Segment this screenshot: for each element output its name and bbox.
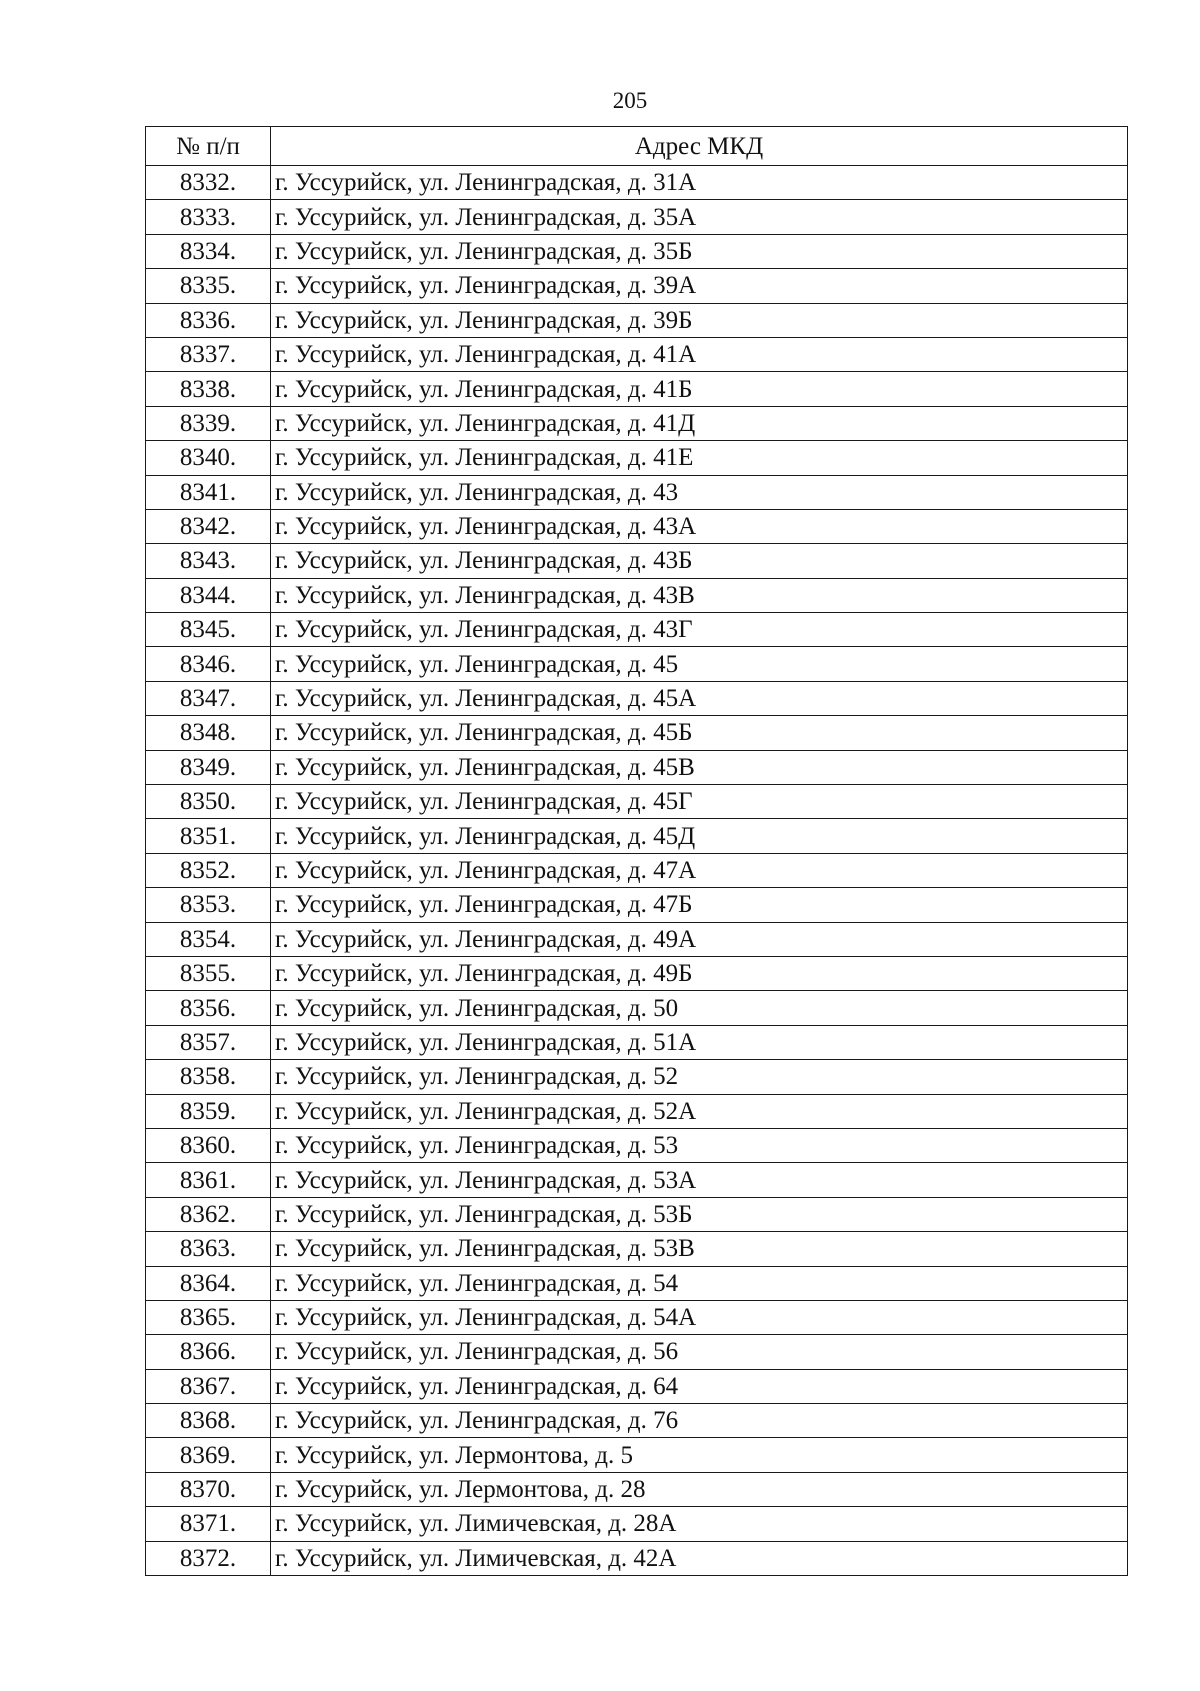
row-address: г. Уссурийск, ул. Ленинградская, д. 64 xyxy=(271,1369,1128,1403)
row-address: г. Уссурийск, ул. Лимичевская, д. 42А xyxy=(271,1541,1128,1575)
row-address: г. Уссурийск, ул. Ленинградская, д. 47Б xyxy=(271,888,1128,922)
table-header xyxy=(146,127,1128,166)
row-address: г. Уссурийск, ул. Ленинградская, д. 53 xyxy=(271,1128,1128,1162)
table-row xyxy=(146,716,1128,750)
row-address: г. Уссурийск, ул. Ленинградская, д. 43А xyxy=(271,509,1128,543)
row-address: г. Уссурийск, ул. Ленинградская, д. 54А xyxy=(271,1300,1128,1334)
row-address: г. Уссурийск, ул. Лермонтова, д. 28 xyxy=(271,1472,1128,1506)
row-address: г. Уссурийск, ул. Ленинградская, д. 49А xyxy=(271,922,1128,956)
row-number: 8351. xyxy=(146,819,271,853)
table-row xyxy=(146,372,1128,406)
row-address: г. Уссурийск, ул. Ленинградская, д. 76 xyxy=(271,1404,1128,1438)
row-address: г. Уссурийск, ул. Ленинградская, д. 41Б xyxy=(271,372,1128,406)
row-address: г. Уссурийск, ул. Ленинградская, д. 45Б xyxy=(271,716,1128,750)
table-row xyxy=(146,509,1128,543)
row-address: г. Уссурийск, ул. Лимичевская, д. 28А xyxy=(271,1507,1128,1541)
row-number: 8333. xyxy=(146,200,271,234)
row-address: г. Уссурийск, ул. Ленинградская, д. 52А xyxy=(271,1094,1128,1128)
row-number: 8371. xyxy=(146,1507,271,1541)
row-number: 8361. xyxy=(146,1163,271,1197)
row-number: 8348. xyxy=(146,716,271,750)
row-number: 8343. xyxy=(146,544,271,578)
table-row xyxy=(146,1163,1128,1197)
row-number: 8354. xyxy=(146,922,271,956)
table-row xyxy=(146,853,1128,887)
row-address: г. Уссурийск, ул. Ленинградская, д. 45Д xyxy=(271,819,1128,853)
row-address: г. Уссурийск, ул. Ленинградская, д. 54 xyxy=(271,1266,1128,1300)
table-row xyxy=(146,1300,1128,1334)
row-number: 8342. xyxy=(146,509,271,543)
row-number: 8340. xyxy=(146,441,271,475)
table-row xyxy=(146,1507,1128,1541)
address-table xyxy=(145,126,1128,1576)
row-number: 8362. xyxy=(146,1197,271,1231)
table-row xyxy=(146,1369,1128,1403)
row-number: 8372. xyxy=(146,1541,271,1575)
row-address: г. Уссурийск, ул. Ленинградская, д. 51А xyxy=(271,1025,1128,1059)
row-number: 8353. xyxy=(146,888,271,922)
row-number: 8346. xyxy=(146,647,271,681)
row-address: г. Уссурийск, ул. Ленинградская, д. 41А xyxy=(271,337,1128,371)
row-address: г. Уссурийск, ул. Ленинградская, д. 45Г xyxy=(271,785,1128,819)
row-number: 8360. xyxy=(146,1128,271,1162)
row-number: 8368. xyxy=(146,1404,271,1438)
row-number: 8332. xyxy=(146,166,271,200)
row-address: г. Уссурийск, ул. Ленинградская, д. 39Б xyxy=(271,303,1128,337)
table-row xyxy=(146,1232,1128,1266)
table-row xyxy=(146,337,1128,371)
table-row xyxy=(146,200,1128,234)
row-address: г. Уссурийск, ул. Ленинградская, д. 45В xyxy=(271,750,1128,784)
row-number: 8345. xyxy=(146,613,271,647)
row-address: г. Уссурийск, ул. Ленинградская, д. 53В xyxy=(271,1232,1128,1266)
row-number: 8335. xyxy=(146,269,271,303)
header-number: № п/п xyxy=(146,127,271,166)
row-number: 8369. xyxy=(146,1438,271,1472)
row-number: 8336. xyxy=(146,303,271,337)
row-number: 8364. xyxy=(146,1266,271,1300)
row-address: г. Уссурийск, ул. Ленинградская, д. 45А xyxy=(271,681,1128,715)
row-address: г. Уссурийск, ул. Ленинградская, д. 39А xyxy=(271,269,1128,303)
table-row xyxy=(146,613,1128,647)
row-address: г. Уссурийск, ул. Ленинградская, д. 31А xyxy=(271,166,1128,200)
table-row xyxy=(146,1025,1128,1059)
table-row xyxy=(146,819,1128,853)
row-address: г. Уссурийск, ул. Ленинградская, д. 35Б xyxy=(271,234,1128,268)
table-row xyxy=(146,647,1128,681)
row-number: 8337. xyxy=(146,337,271,371)
table-row xyxy=(146,269,1128,303)
row-address: г. Уссурийск, ул. Ленинградская, д. 56 xyxy=(271,1335,1128,1369)
table-body xyxy=(146,166,1128,1576)
table-row xyxy=(146,785,1128,819)
row-address: г. Уссурийск, ул. Ленинградская, д. 43В xyxy=(271,578,1128,612)
row-number: 8334. xyxy=(146,234,271,268)
table-row xyxy=(146,1266,1128,1300)
table-row xyxy=(146,1094,1128,1128)
row-address: г. Уссурийск, ул. Ленинградская, д. 43Б xyxy=(271,544,1128,578)
row-number: 8356. xyxy=(146,991,271,1025)
row-address: г. Уссурийск, ул. Ленинградская, д. 43 xyxy=(271,475,1128,509)
table-row xyxy=(146,1128,1128,1162)
table-row xyxy=(146,681,1128,715)
row-address: г. Уссурийск, ул. Ленинградская, д. 53А xyxy=(271,1163,1128,1197)
row-number: 8349. xyxy=(146,750,271,784)
table-row xyxy=(146,234,1128,268)
row-address: г. Уссурийск, ул. Ленинградская, д. 41Е xyxy=(271,441,1128,475)
table-row xyxy=(146,166,1128,200)
table-row xyxy=(146,544,1128,578)
header-row xyxy=(146,127,1128,166)
row-address: г. Уссурийск, ул. Ленинградская, д. 49Б xyxy=(271,956,1128,990)
row-number: 8339. xyxy=(146,406,271,440)
row-number: 8359. xyxy=(146,1094,271,1128)
row-address: г. Уссурийск, ул. Ленинградская, д. 45 xyxy=(271,647,1128,681)
row-number: 8357. xyxy=(146,1025,271,1059)
table-row xyxy=(146,1197,1128,1231)
table-row xyxy=(146,406,1128,440)
table-row xyxy=(146,750,1128,784)
row-address: г. Уссурийск, ул. Ленинградская, д. 43Г xyxy=(271,613,1128,647)
table-row xyxy=(146,922,1128,956)
page-number: 205 xyxy=(612,88,648,113)
table-row xyxy=(146,1438,1128,1472)
row-address: г. Уссурийск, ул. Ленинградская, д. 35А xyxy=(271,200,1128,234)
table-row xyxy=(146,578,1128,612)
row-address: г. Уссурийск, ул. Ленинградская, д. 52 xyxy=(271,1060,1128,1094)
row-number: 8338. xyxy=(146,372,271,406)
table-row xyxy=(146,303,1128,337)
row-address: г. Уссурийск, ул. Ленинградская, д. 41Д xyxy=(271,406,1128,440)
row-address: г. Уссурийск, ул. Лермонтова, д. 5 xyxy=(271,1438,1128,1472)
row-number: 8344. xyxy=(146,578,271,612)
table-row xyxy=(146,441,1128,475)
table-row xyxy=(146,888,1128,922)
table-row xyxy=(146,956,1128,990)
row-number: 8350. xyxy=(146,785,271,819)
row-address: г. Уссурийск, ул. Ленинградская, д. 53Б xyxy=(271,1197,1128,1231)
table-row xyxy=(146,1404,1128,1438)
row-number: 8367. xyxy=(146,1369,271,1403)
row-number: 8355. xyxy=(146,956,271,990)
table-row xyxy=(146,1541,1128,1575)
row-address: г. Уссурийск, ул. Ленинградская, д. 47А xyxy=(271,853,1128,887)
row-address: г. Уссурийск, ул. Ленинградская, д. 50 xyxy=(271,991,1128,1025)
row-number: 8347. xyxy=(146,681,271,715)
table-row xyxy=(146,1472,1128,1506)
row-number: 8352. xyxy=(146,853,271,887)
row-number: 8358. xyxy=(146,1060,271,1094)
table-row xyxy=(146,1335,1128,1369)
table-row xyxy=(146,475,1128,509)
row-number: 8363. xyxy=(146,1232,271,1266)
row-number: 8370. xyxy=(146,1472,271,1506)
row-number: 8365. xyxy=(146,1300,271,1334)
row-number: 8366. xyxy=(146,1335,271,1369)
table-row xyxy=(146,1060,1128,1094)
header-address: Адрес МКД xyxy=(271,127,1128,166)
row-number: 8341. xyxy=(146,475,271,509)
table-row xyxy=(146,991,1128,1025)
